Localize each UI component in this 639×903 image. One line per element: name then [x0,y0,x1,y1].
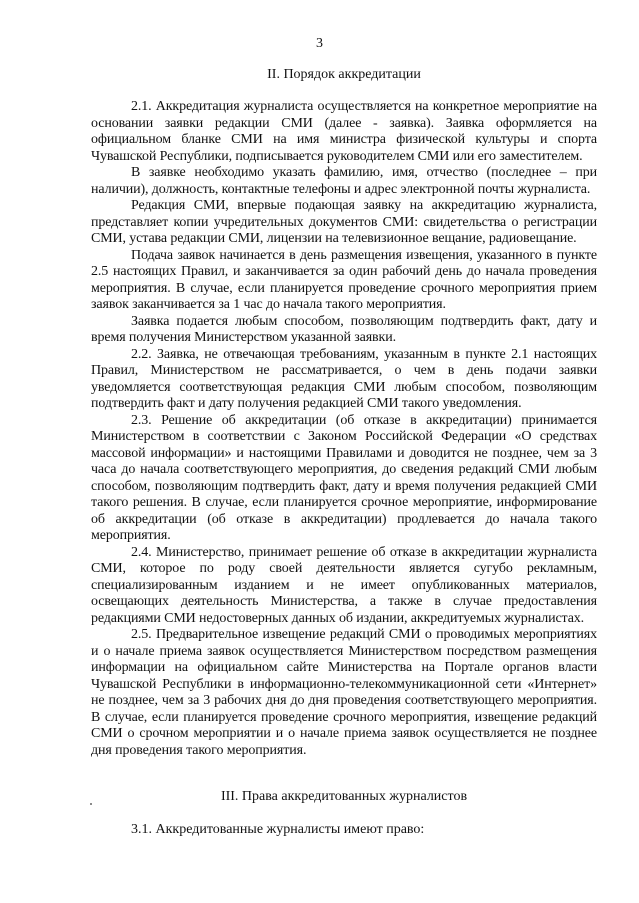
paragraph-2-1-submission-period: Подача заявок начинается в день размещения извещения, указанного в пункте 2.5 настоящих Правил, и заканчивается за один рабочий день до начала проведения мероприятия. В случае, если планируется проведение срочного мероприятия прием заявок заканчивается за 1 час до начала такого мероприятия. [91,247,597,312]
paragraph-2-2: 2.2. Заявка, не отвечающая требованиям, указанным в пункте 2.1 настоящих Правил, Министерством не рассматривается, о чем в день подачи заявки уведомляется соответствующая редакция СМИ любым способом, позволяющим подтвердить факт и дату получения редакцией СМИ такого уведомления. [91,346,597,411]
paragraph-2-1-submission-method: Заявка подается любым способом, позволяющим подтвердить факт, дату и время получения Министерством указанной заявки. [91,313,597,345]
paragraph-2-5: 2.5. Предварительное извещение редакций СМИ о проводимых мероприятиях и о начале приема заявок осуществляется Министерством посредством размещения информации на официальном сайте Министерства на Портале органов власти Чувашской Республики в информационно-телекоммуникационной сети «Интернет» не позднее, чем за 3 рабочих дня до дня проведения соответствующего мероприятия. В случае, если планируется проведение срочного мероприятия, извещение редакций СМИ о срочном мероприятии и о начале приема заявок осуществляется не позднее дня проведения такого мероприятия. [91,627,597,758]
paragraph-2-1-required-fields: В заявке необходимо указать фамилию, имя, отчество (последнее – при наличии), должность, контактные телефоны и адрес электронной почты журналиста. [91,165,597,197]
section-3-heading: III. Права аккредитованных журналистов [220,789,468,804]
section-2-body [91,99,597,759]
paragraph-2-3: 2.3. Решение об аккредитации (об отказе в аккредитации) принимается Министерством в соответствии с Законом Российской Федерации «О средствах массовой информации» и настоящими Правилами и доводится не позднее, чем за 3 часа до начала соответствующего мероприятия, до сведения редакций СМИ любым способом, позволяющим подтвердить факт, дату и время получения редакцией СМИ такого решения. В случае, если планируется срочное мероприятие, информирование об аккредитации (об отказе в аккредитации) продлевается до начала такого мероприятия. [91,412,597,543]
paragraph-2-1-documents: Редакция СМИ, впервые подающая заявку на аккредитацию журналиста, представляет копии учредительных документов СМИ: свидетельства о регистрации СМИ, устава редакции СМИ, лицензии на телевизионное вещание, радиовещание. [91,198,597,246]
paragraph-3-1: 3.1. Аккредитованные журналисты имеют право: [131,822,425,837]
page-number: 3 [316,36,323,51]
paragraph-2-4: 2.4. Министерство, принимает решение об отказе в аккредитации журналиста СМИ, которое по роду своей деятельности является сугубо рекламным, специализированным изданием и не имеет опубликованных материалов, освещающих деятельность Министерства, а также в случае предоставления редакциями СМИ недостоверных данных об издании, аккредитуемых журналистах. [91,544,597,626]
section-2-heading: II. Порядок аккредитации [267,67,421,82]
paragraph-2-1: 2.1. Аккредитация журналиста осуществляется на конкретное мероприятие на основании заявки редакции СМИ (далее - заявка). Заявка оформляется на официальном бланке СМИ на имя министра физической культуры и спорта Чувашской Республики, подписывается руководителем СМИ или его заместителем. [91,99,597,164]
